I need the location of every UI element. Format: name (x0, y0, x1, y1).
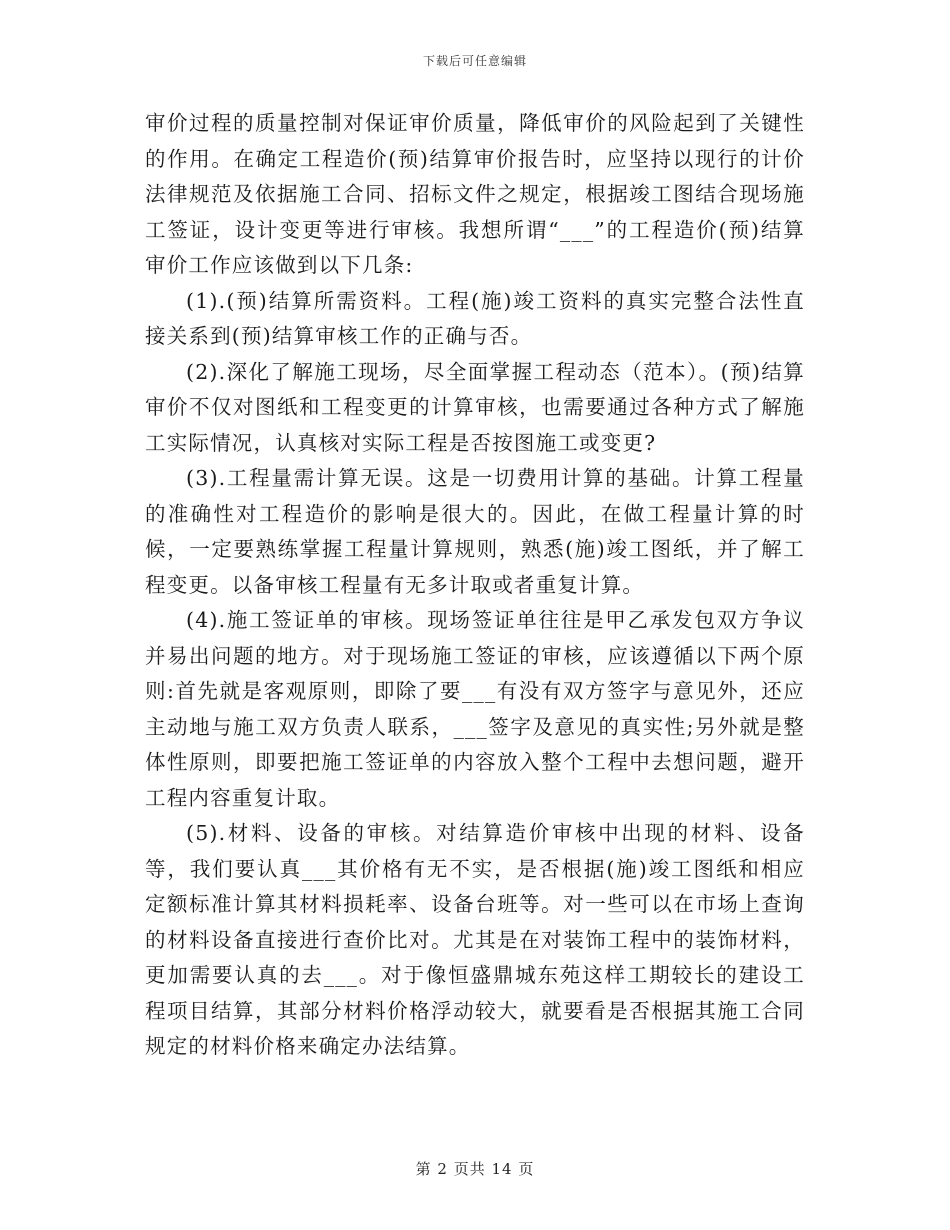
paragraph-item-2: (2).深化了解施工现场，尽全面掌握工程动态（范本）。(预)结算审价不仅对图纸和工程变更的计算审核，也需要通过各种方式了解施工实际情况，认真核对实际工程是否按图施工或变更? (145, 359, 805, 455)
paragraph-item-1: (1).(预)结算所需资料。工程(施)竣工资料的真实完整合法性直接关系到(预)结算审核工作的正确与否。 (145, 288, 805, 348)
paragraph-item-3: (3).工程量需计算无误。这是一切费用计算的基础。计算工程量的准确性对工程造价的影响是很大的。因此，在做工程量计算的时候，一定要熟练掌握工程量计算规则，熟悉(施)竣工图纸，并了解工程变更。以备审核工程量有无多计取或者重复计算。 (145, 466, 805, 597)
paragraph-item-4: (4).施工签证单的审核。现场签证单往往是甲乙承发包双方争议并易出问题的地方。对于现场施工签证的审核，应该遵循以下两个原则:首先就是客观原则，即除了要___有没有双方签字与意见外，还应主动地与施工双方负责人联系，___签字及意见的真实性;另外就是整体性原则，即要把施工签证单的内容放入整个工程中去想问题，避开工程内容重复计取。 (145, 608, 805, 810)
page-header: 下载后可任意编辑 (422, 54, 527, 68)
paragraph-item-5: (5).材料、设备的审核。对结算造价审核中出现的材料、设备等，我们要认真___其价格有无不实，是否根据(施)竣工图纸和相应定额标准计算其材料损耗率、设备台班等。对一些可以在市场上查询的材料设备直接进行查价比对。尤其是在对装饰工程中的装饰材料，更加需要认真的去___。对于像恒盛鼎城东苑这样工期较长的建设工程项目结算，其部分材料价格浮动较大，就要看是否根据其施工合同规定的材料价格来确定办法结算。 (145, 821, 805, 1058)
paragraph-intro: 审价过程的质量控制对保证审价质量，降低审价的风险起到了关键性的作用。在确定工程造价(预)结算审价报告时，应坚持以现行的计价法律规范及依据施工合同、招标文件之规定，根据竣工图结合现场施工签证，设计变更等进行审核。我想所谓“___”的工程造价(预)结算审价工作应该做到以下几条: (145, 111, 805, 277)
document-body (145, 106, 805, 1065)
page-number: 第 2 页共 14 页 (415, 1160, 535, 1178)
